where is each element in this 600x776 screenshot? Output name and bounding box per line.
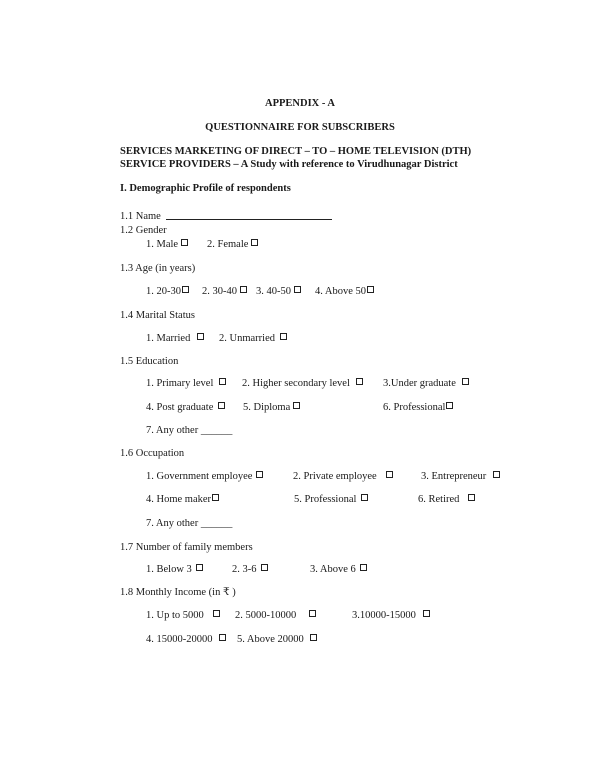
income-label: 1.8 Monthly Income (in ₹ ) xyxy=(120,587,236,598)
checkbox-icon[interactable] xyxy=(423,610,430,617)
age-label: 1.3 Age (in years) xyxy=(120,263,196,274)
checkbox-icon[interactable] xyxy=(386,471,393,478)
checkbox-icon[interactable] xyxy=(196,564,203,571)
study-title-line1: SERVICES MARKETING OF DIRECT – TO – HOME TELEVISION (DTH) xyxy=(120,146,472,157)
checkbox-icon[interactable] xyxy=(219,634,226,641)
education-option-under-graduate[interactable]: 3.Under graduate xyxy=(383,378,469,390)
family-option-3-6[interactable]: 2. 3-6 xyxy=(232,564,268,576)
occupation-option-professional[interactable]: 5. Professional xyxy=(294,494,368,506)
family-label: 1.7 Number of family members xyxy=(120,542,253,553)
checkbox-icon[interactable] xyxy=(218,402,225,409)
occupation-option-private[interactable]: 2. Private employee xyxy=(293,471,393,483)
checkbox-icon[interactable] xyxy=(360,564,367,571)
occupation-option-entrepreneur[interactable]: 3. Entrepreneur xyxy=(421,471,500,483)
checkbox-icon[interactable] xyxy=(280,333,287,340)
occupation-option-government[interactable]: 1. Government employee xyxy=(146,471,263,483)
age-option-above-50[interactable]: 4. Above 50 xyxy=(315,286,374,298)
occupation-label: 1.6 Occupation xyxy=(120,448,185,459)
checkbox-icon[interactable] xyxy=(197,333,204,340)
income-option-above-20000[interactable]: 5. Above 20000 xyxy=(237,634,317,646)
checkbox-icon[interactable] xyxy=(251,239,258,246)
education-option-any-other[interactable]: 7. Any other ______ xyxy=(146,425,233,436)
education-option-post-graduate[interactable]: 4. Post graduate xyxy=(146,402,225,414)
income-option-5000-10000[interactable]: 2. 5000-10000 xyxy=(235,610,316,622)
checkbox-icon[interactable] xyxy=(309,610,316,617)
questionnaire-title: QUESTIONNAIRE FOR SUBSCRIBERS xyxy=(205,122,395,133)
income-option-10000-15000[interactable]: 3.10000-15000 xyxy=(352,610,430,622)
gender-label: 1.2 Gender xyxy=(120,225,167,236)
section-title: I. Demographic Profile of respondents xyxy=(120,183,291,194)
occupation-option-any-other[interactable]: 7. Any other ______ xyxy=(146,518,233,529)
age-option-20-30[interactable]: 1. 20-30 xyxy=(146,286,189,298)
gender-option-female[interactable]: 2. Female xyxy=(207,239,258,251)
education-option-diploma[interactable]: 5. Diploma xyxy=(243,402,300,414)
name-question xyxy=(120,210,332,223)
marital-option-unmarried[interactable]: 2. Unmarried xyxy=(219,333,287,345)
checkbox-icon[interactable] xyxy=(182,286,189,293)
education-label: 1.5 Education xyxy=(120,356,179,367)
education-option-higher-secondary[interactable]: 2. Higher secondary level xyxy=(242,378,363,390)
checkbox-icon[interactable] xyxy=(219,378,226,385)
checkbox-icon[interactable] xyxy=(240,286,247,293)
checkbox-icon[interactable] xyxy=(356,378,363,385)
marital-option-married[interactable]: 1. Married xyxy=(146,333,204,345)
occupation-option-retired[interactable]: 6. Retired xyxy=(418,494,475,506)
appendix-title: APPENDIX - A xyxy=(265,98,335,109)
checkbox-icon[interactable] xyxy=(261,564,268,571)
checkbox-icon[interactable] xyxy=(310,634,317,641)
checkbox-icon[interactable] xyxy=(181,239,188,246)
education-option-professional[interactable]: 6. Professional xyxy=(383,402,453,414)
checkbox-icon[interactable] xyxy=(256,471,263,478)
occupation-option-home-maker[interactable]: 4. Home maker xyxy=(146,494,219,506)
family-option-above-6[interactable]: 3. Above 6 xyxy=(310,564,367,576)
checkbox-icon[interactable] xyxy=(361,494,368,501)
name-field[interactable] xyxy=(166,210,332,220)
age-option-30-40[interactable]: 2. 30-40 xyxy=(202,286,247,298)
checkbox-icon[interactable] xyxy=(446,402,453,409)
checkbox-icon[interactable] xyxy=(493,471,500,478)
checkbox-icon[interactable] xyxy=(294,286,301,293)
income-option-up-to-5000[interactable]: 1. Up to 5000 xyxy=(146,610,220,622)
checkbox-icon[interactable] xyxy=(213,610,220,617)
checkbox-icon[interactable] xyxy=(293,402,300,409)
income-option-15000-20000[interactable]: 4. 15000-20000 xyxy=(146,634,226,646)
checkbox-icon[interactable] xyxy=(212,494,219,501)
name-label: 1.1 Name xyxy=(120,211,161,222)
education-option-primary[interactable]: 1. Primary level xyxy=(146,378,226,390)
checkbox-icon[interactable] xyxy=(468,494,475,501)
gender-option-male[interactable]: 1. Male xyxy=(146,239,188,251)
checkbox-icon[interactable] xyxy=(462,378,469,385)
checkbox-icon[interactable] xyxy=(367,286,374,293)
study-title-line2: SERVICE PROVIDERS – A Study with reference to Virudhunagar District xyxy=(120,159,458,170)
marital-label: 1.4 Marital Status xyxy=(120,310,195,321)
age-option-40-50[interactable]: 3. 40-50 xyxy=(256,286,301,298)
family-option-below-3[interactable]: 1. Below 3 xyxy=(146,564,203,576)
